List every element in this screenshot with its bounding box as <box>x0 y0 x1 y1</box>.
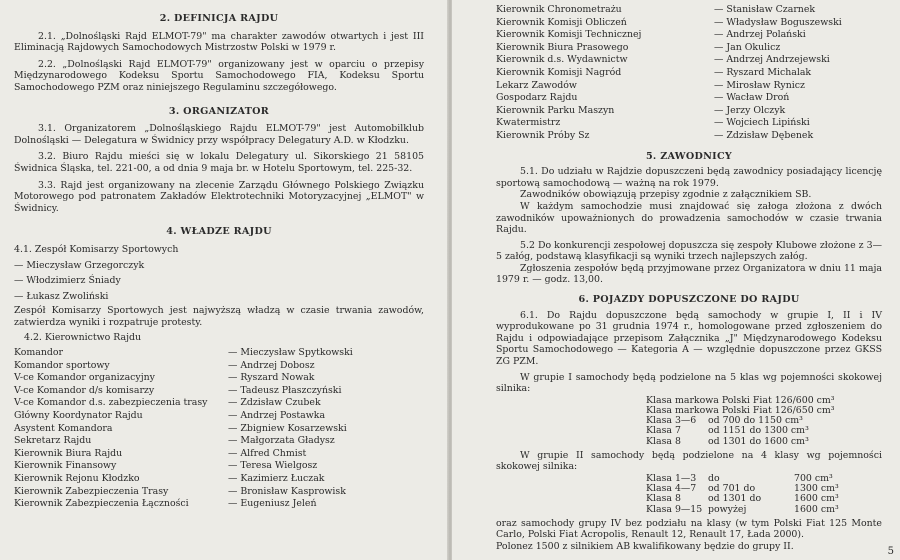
staff-row <box>14 385 424 398</box>
class-cell: Klasa 7 <box>646 425 681 437</box>
staff-person: — Wacław Droń <box>714 92 790 104</box>
class-row <box>646 493 882 503</box>
staff-person: — Eugeniusz Jeleń <box>228 498 317 510</box>
staff-row <box>496 17 882 30</box>
section-4-2: 4.2. Kierownictwo Rajdu <box>24 332 142 344</box>
staff-person: — Ryszard Nowak <box>228 372 315 384</box>
staff-role: Lekarz Zawodów <box>496 79 577 91</box>
staff-row <box>14 423 424 436</box>
staff-role: Kierownik Biura Prasowego <box>496 41 629 53</box>
staff-role: Kierownik Biura Rajdu <box>14 447 123 459</box>
class-row <box>646 504 882 514</box>
section-3-title: 3. ORGANIZATOR <box>168 105 270 117</box>
staff-person: — Andrzej Postawka <box>228 410 326 422</box>
staff-role: Kierownik Zabezpieczenia Łączności <box>14 498 189 510</box>
left-page <box>0 0 448 560</box>
staff-role: Kierownik Komisji Obliczeń <box>496 16 627 28</box>
section-5-1: 5.1. Do udziału w Rajdzie dopuszczeni będą zawodnicy posiadający licencję sportową samochodową — ważną na rok 1979. <box>496 166 882 189</box>
staff-row <box>496 117 882 130</box>
section-6-1: 6.1. Do Rajdu dopuszczone będą samochody w grupie I, II i IV wyprodukowane po 31 grudnia 1974 r., homologowane przed zgłoszeniem do Rajdu i odpowiadające przepisom Załącznika „J" Międzynarodowego Kodeksu Sportu Samochodowego — Kategoria A — względnie dopuszczone przez GKSS ZG PZM. <box>496 309 882 368</box>
staff-list-left <box>14 347 424 511</box>
staff-person: — Andrzej Andrzejewski <box>714 54 830 66</box>
staff-row <box>496 130 882 143</box>
section-5-2: 5.2 Do konkurencji zespołowej dopuszcza się zespoły Klubowe złożone z 3—5 załóg, podstawą klasyfikacji są wyniki trzech najlepszych załóg. <box>496 239 882 263</box>
section-3-1: 3.1. Organizatorem „Dolnośląskiego Rajdu ELMOT-79" jest Automobilklub Dolnośląski — Delegatura w Świdnicy przy współpracy Delegatury A.D. w Kłodzku. <box>14 123 424 146</box>
staff-row <box>496 67 882 80</box>
class-row <box>646 405 882 415</box>
staff-row <box>496 92 882 105</box>
group-1-intro: W grupie I samochody będą podzielone na 5 klas wg pojemności skokowej silnika: <box>496 371 882 395</box>
right-page <box>452 0 900 560</box>
staff-person: — Bronisław Kasprowisk <box>228 485 346 497</box>
staff-row <box>14 498 424 511</box>
staff-person: — Alfred Chmist <box>228 447 307 459</box>
class-cell: 700 cm³ <box>794 472 833 484</box>
class-row <box>646 395 882 405</box>
staff-person: — Jerzy Olczyk <box>714 104 786 116</box>
class-row <box>646 473 882 483</box>
section-3-3: 3.3. Rajd jest organizowany na zlecenie Zarządu Głównego Polskiego Związku Motorowego pod patronatem Zakładów Elektrotechniki Motoryzacyjnej „ELMOT" w Świdnicy. <box>14 179 424 214</box>
class-cell: od 700 do 1150 cm³ <box>708 415 803 427</box>
staff-role: Kierownik Rejonu Kłodzko <box>14 473 140 484</box>
staff-person: — Małgorzata Gładysz <box>228 435 335 447</box>
staff-row <box>496 105 882 118</box>
group-1-classes <box>646 395 882 446</box>
staff-role: Główny Koordynator Rajdu <box>14 410 143 422</box>
staff-role: Asystent Komandora <box>14 422 113 434</box>
staff-row <box>14 410 424 423</box>
class-cell: Klasa 8 <box>646 493 681 505</box>
class-cell: 1300 cm³ <box>794 483 839 495</box>
staff-row <box>14 360 424 373</box>
class-cell: od 1301 do 1600 cm³ <box>708 435 809 447</box>
class-cell: Klasa 9—15 <box>646 503 703 515</box>
section-2-1: 2.1. „Dolnośląski Rajd ELMOT-79" ma charakter zawodów otwartych i jest III Eliminacją Rajdowych Samochodowych Mistrzostw Polski w 1979 r. <box>14 30 424 54</box>
staff-row <box>14 473 424 486</box>
staff-person: — Jan Okulicz <box>714 41 781 53</box>
section-4-title: 4. WŁADZE RAJDU <box>166 226 272 238</box>
page-number: 5 <box>887 546 894 558</box>
staff-role: Kierownik Chronometrażu <box>496 4 622 15</box>
section-5-2b: Zgłoszenia zespołów będą przyjmowane przez Organizatora w dniu 11 maja 1979 r. — godz. 13,00. <box>496 262 882 286</box>
class-cell: do <box>708 472 720 484</box>
section-3-2: 3.2. Biuro Rajdu mieści się w lokalu Delegatury ul. Sikorskiego 21 58105 Świdnica Śląska, tel. 221-00, a od dnia 9 maja br. w Hotelu Sportowym, tel. 225-32. <box>14 151 424 174</box>
staff-row <box>14 460 424 473</box>
staff-role: Kierownik Finansowy <box>14 460 117 472</box>
section-6-title: 6. POJAZDY DOPUSZCZONE DO RAJDU <box>578 294 800 306</box>
staff-role: Komandor sportowy <box>14 359 110 371</box>
staff-person: — Zdzisław Dębenek <box>714 129 814 141</box>
group-2-classes <box>646 473 882 514</box>
class-cell: 1600 cm³ <box>794 503 839 515</box>
staff-person: — Zdzisław Czubek <box>228 397 321 409</box>
class-row <box>646 415 882 425</box>
section-5-1c: W każdym samochodzie musi znajdować się załoga złożona z dwóch zawodników upoważnionych do prowadzenia samochodów w czasie trwania Rajdu. <box>496 200 882 236</box>
staff-row <box>496 42 882 55</box>
staff-person: — Kazimierz Łuczak <box>228 473 325 484</box>
staff-list-right <box>496 4 882 143</box>
staff-role: Kierownik d.s. Wydawnictw <box>496 54 628 66</box>
class-cell: od 1301 do <box>708 493 762 505</box>
staff-role: Kwatermistrz <box>496 117 561 129</box>
staff-role: Kierownik Komisji Technicznej <box>496 29 642 41</box>
class-cell: Klasa 3—6 <box>646 415 697 427</box>
staff-role: Kierownik Zabezpieczenia Trasy <box>14 485 169 497</box>
staff-role: Kierownik Komisji Nagród <box>496 66 622 78</box>
staff-role: V-ce Komandor organizacyjny <box>14 372 155 384</box>
class-cell: 1600 cm³ <box>794 493 839 505</box>
class-cell: Klasa 1—3 <box>646 472 697 484</box>
class-cell: Klasa markowa Polski Fiat 126/600 cm³ <box>646 394 835 406</box>
section-2-2: 2.2. „Dolnośląski Rajd ELMOT-79" organizowany jest w oparciu o przepisy Międzynarodowego Kodeksu Sportu Samochodowego FIA, Kodeksu Sportu Samochodowego PZM oraz niniejszego Regulaminu szczegółowego. <box>14 58 424 93</box>
staff-row <box>14 435 424 448</box>
staff-row <box>496 29 882 42</box>
section-4-1: 4.1. Zespół Komisarzy Sportowych <box>14 243 179 255</box>
class-cell: od 1151 do 1300 cm³ <box>708 425 809 437</box>
staff-person: — Wojciech Lipiński <box>714 117 810 129</box>
staff-role: Sekretarz Rajdu <box>14 435 92 447</box>
commissioner-3: — Łukasz Zwoliński <box>14 290 109 302</box>
staff-role: Kierownik Parku Maszyn <box>496 104 615 116</box>
section-5-title: 5. ZAWODNICY <box>645 150 733 162</box>
class-cell: od 701 do <box>708 483 756 495</box>
class-cell: powyżej <box>708 503 747 515</box>
staff-person: — Mieczysław Spytkowski <box>228 347 353 359</box>
staff-role: V-ce Komandor d/s komisarzy <box>14 384 155 396</box>
commissioner-1: — Mieczysław Grzegorczyk <box>14 259 145 271</box>
staff-row <box>14 372 424 385</box>
staff-row <box>14 347 424 360</box>
staff-row <box>496 54 882 67</box>
polonez-note: Polonez 1500 z silnikiem AB kwalifikowany będzie do grupy II. <box>496 540 794 552</box>
section-4-1-text: Zespół Komisarzy Sportowych jest najwyższą władzą w czasie trwania zawodów, zatwierdza wyniki i rozpatruje protesty. <box>14 305 424 328</box>
staff-role: Kierownik Próby Sz <box>496 129 590 141</box>
section-2-title: 2. DEFINICJA RAJDU <box>159 13 279 24</box>
staff-row <box>14 448 424 461</box>
staff-role: V-ce Komandor d.s. zabezpieczenia trasy <box>14 397 208 409</box>
staff-person: — Mirosław Rynicz <box>714 79 805 91</box>
staff-row <box>14 397 424 410</box>
staff-person: — Ryszard Michalak <box>714 66 812 78</box>
commissioner-2: — Włodzimierz Śniady <box>14 275 121 287</box>
class-cell: Klasa 8 <box>646 435 681 447</box>
staff-person: — Władysław Boguszewski <box>714 16 842 28</box>
class-cell: Klasa markowa Polski Fiat 126/650 cm³ <box>646 405 835 416</box>
staff-row <box>496 80 882 93</box>
class-row <box>646 425 882 435</box>
staff-role: Komandor <box>14 347 64 359</box>
staff-person: — Andrzej Polański <box>714 29 806 41</box>
class-row <box>646 483 882 493</box>
group-4-text: oraz samochody grupy IV bez podziału na klasy (w tym Polski Fiat 125 Monte Carlo, Polski Fiat Acropolis, Renault 12, Renault 17, Łada 2000). <box>496 517 882 541</box>
staff-person: — Stanisław Czarnek <box>714 4 816 15</box>
staff-person: — Zbigniew Kosarzewski <box>228 422 347 434</box>
staff-person: — Teresa Wielgosz <box>228 460 318 472</box>
staff-person: — Tadeusz Płaszczyński <box>228 384 342 396</box>
class-cell: Klasa 4—7 <box>646 483 697 495</box>
staff-role: Gospodarz Rajdu <box>496 92 578 104</box>
staff-row <box>496 4 882 17</box>
staff-person: — Andrzej Dobosz <box>228 359 315 371</box>
staff-row <box>14 486 424 499</box>
group-2-intro: W grupie II samochody będą podzielone na 4 klasy wg pojemności skokowej silnika: <box>496 449 882 473</box>
class-row <box>646 436 882 446</box>
section-5-1b: Zawodników obowiązują przepisy zgodnie z załącznikiem SB. <box>520 189 812 201</box>
